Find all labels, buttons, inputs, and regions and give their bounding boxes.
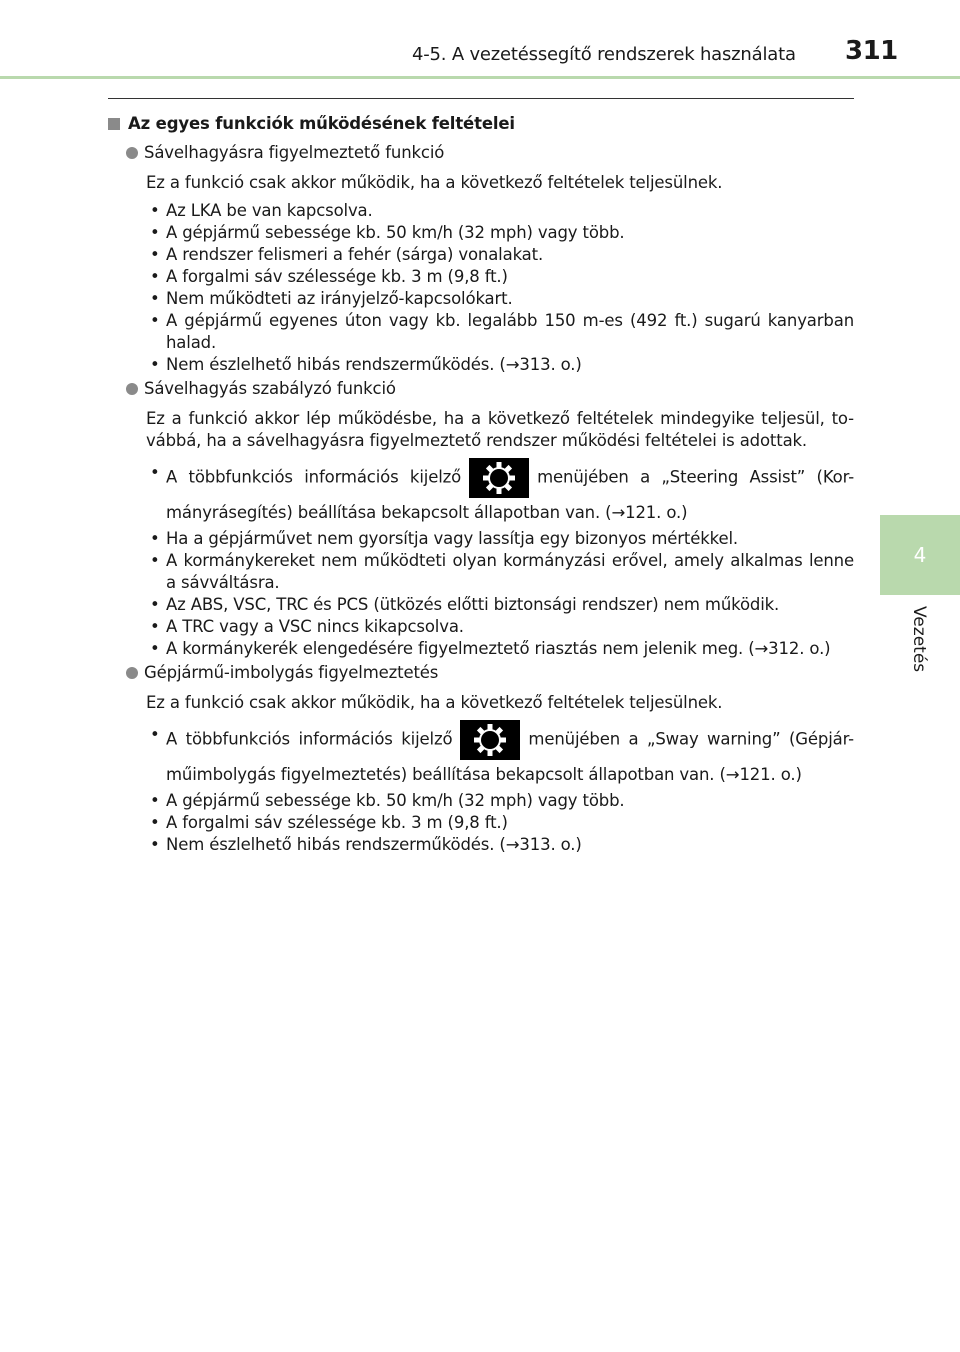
feature-heading: Gépjármű-imbolygás figyelmeztetés — [126, 660, 854, 686]
feature-intro: Ez a funkció csak akkor működik, ha a következő feltételek teljesülnek. — [146, 693, 723, 712]
list-item: • Az ABS, VSC, TRC és PCS (ütközés előtti biztonsági rendszer) nem működik. — [146, 594, 854, 616]
list-item: • A TRC vagy a VSC nincs kikapcsolva. — [146, 616, 854, 638]
feature-heading: Sávelhagyásra figyelmeztető funkció — [126, 140, 854, 166]
chapter-tab-label: Vezetés — [909, 606, 929, 673]
list-item: • A forgalmi sáv szélessége kb. 3 m (9,8 ft.) — [146, 812, 854, 834]
list-item: • Nem működteti az irányjelző-kapcsolókart. — [146, 288, 854, 310]
feature-intro: Ez a funkció csak akkor működik, ha a következő feltételek teljesülnek. — [146, 173, 723, 192]
list-item: • A forgalmi sáv szélessége kb. 3 m (9,8 ft.) — [146, 266, 854, 288]
header-rule — [0, 76, 960, 79]
list-item: • Az LKA be van kapcsolva. — [146, 200, 854, 222]
list-item: • A gépjármű sebessége kb. 50 km/h (32 mph) vagy több. — [146, 222, 854, 244]
list-item: • Nem észlelhető hibás rendszerműködés. (→313. o.) — [146, 354, 854, 376]
circle-bullet-icon — [126, 147, 138, 159]
condition-list — [146, 458, 854, 660]
list-item: • A rendszer felismeri a fehér (sárga) vonalakat. — [146, 244, 854, 266]
list-item: • A gépjármű egyenes úton vagy kb. legalább 150 m-es (492 ft.) sugarú kanyarban halad. — [146, 310, 854, 354]
chapter-title: 4-5. A vezetéssegítő rendszerek használata — [412, 44, 796, 65]
feature-intro: Ez a funkció akkor lép működésbe, ha a következő feltételek mindegyike teljesül, to-vábbá, ha a sávelhagyásra figyelmeztető rendszer működési feltételei is adottak. — [146, 409, 854, 450]
chapter-tab-number: 4 — [913, 543, 927, 567]
page-number: 311 — [845, 36, 898, 66]
page-content — [108, 110, 854, 856]
list-item: • A többfunkciós információs kijelző menüjében a „Sway warning” (Gépjár-műimbolygás figyelmeztetés) beállítása bekapcsolt állapotban van. (→121. o.) — [146, 720, 854, 790]
circle-bullet-icon — [126, 667, 138, 679]
condition-list — [146, 720, 854, 856]
section-heading: Az egyes funkciók működésének feltételei — [108, 110, 854, 138]
square-bullet-icon — [108, 118, 120, 130]
list-item: • A kormánykereket nem működteti olyan kormányzási erővel, amely alkalmas lenne a sávváltásra. — [146, 550, 854, 594]
condition-list — [146, 200, 854, 376]
list-item: • A többfunkciós információs kijelző menüjében a „Steering Assist” (Kor-mányrásegítés) beállítása bekapcsolt állapotban van. (→121. o.) — [146, 458, 854, 528]
gear-icon — [460, 720, 520, 760]
list-item: • A gépjármű sebessége kb. 50 km/h (32 mph) vagy több. — [146, 790, 854, 812]
list-item: • Ha a gépjárművet nem gyorsítja vagy lassítja egy bizonyos mértékkel. — [146, 528, 854, 550]
list-item: • A kormánykerék elengedésére figyelmeztető riasztás nem jelenik meg. (→312. o.) — [146, 638, 854, 660]
content-divider — [108, 98, 854, 99]
gear-icon — [469, 458, 529, 498]
list-item: • Nem észlelhető hibás rendszerműködés. (→313. o.) — [146, 834, 854, 856]
circle-bullet-icon — [126, 383, 138, 395]
feature-heading: Sávelhagyás szabályzó funkció — [126, 376, 854, 402]
